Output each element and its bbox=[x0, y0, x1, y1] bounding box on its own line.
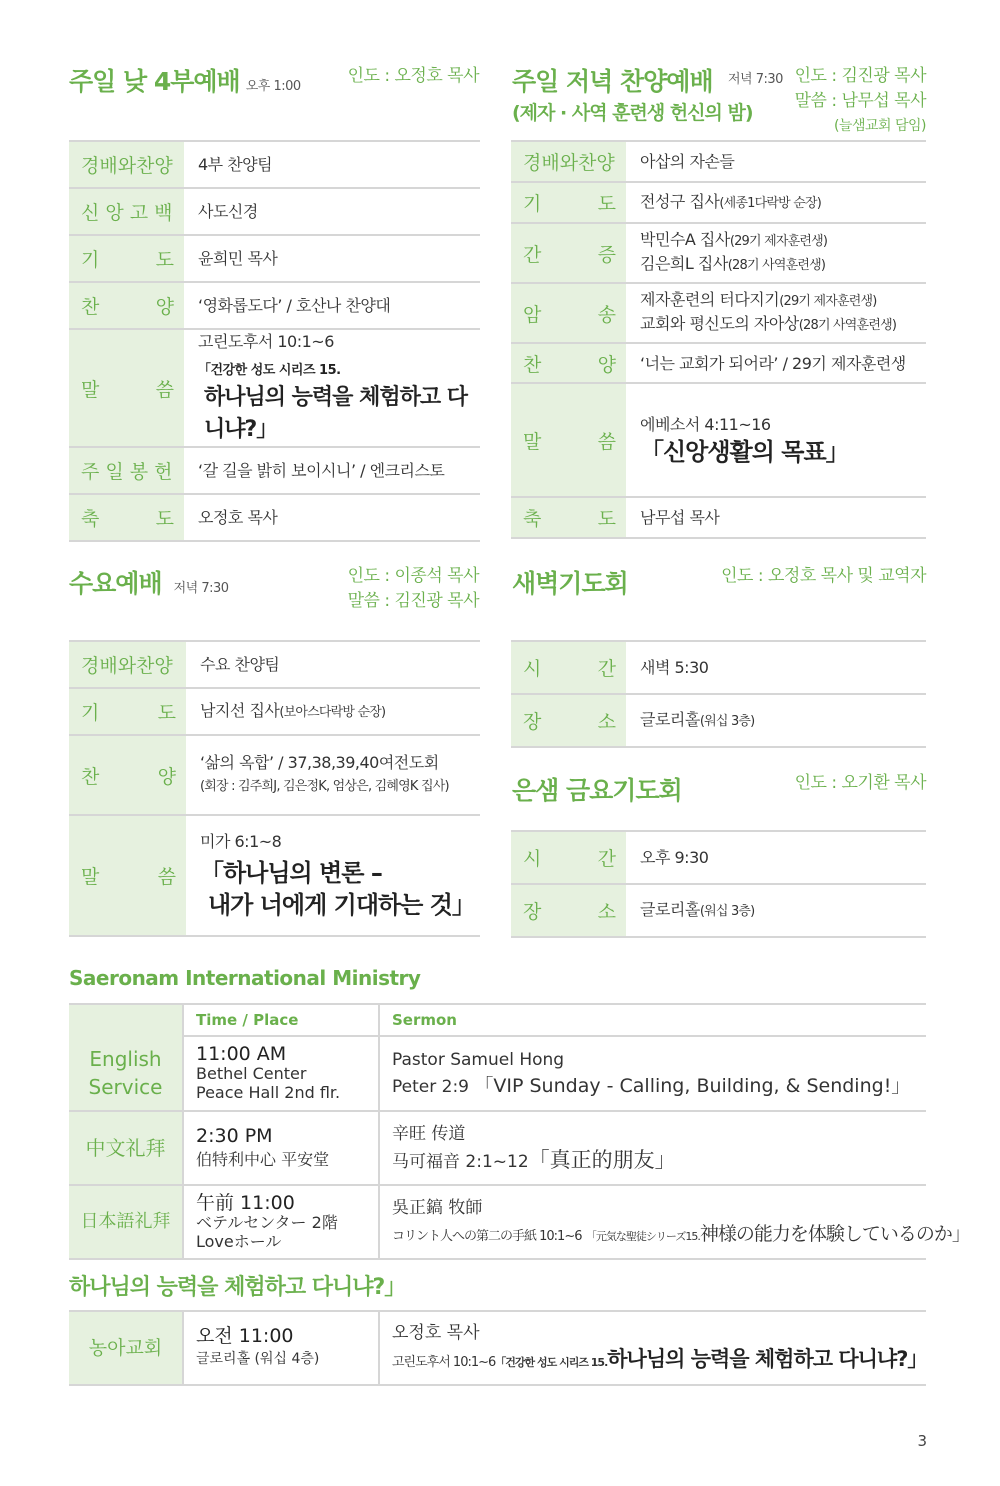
sun4-leader: 인도 : 오정호 목사 bbox=[347, 66, 479, 86]
table-row bbox=[69, 188, 480, 235]
row-value: 4부 찬양팀 bbox=[184, 141, 480, 188]
preacher: 辛旺 传道 bbox=[392, 1124, 466, 1144]
table-row bbox=[69, 141, 480, 188]
scripture-ref: 에베소서 4:11~16 bbox=[640, 414, 771, 434]
friday-leader: 인도 : 오기환 목사 bbox=[794, 773, 926, 793]
suneve-preacher: 말씀 : 남무섭 목사 bbox=[794, 91, 926, 111]
row-label: 증 bbox=[597, 243, 616, 266]
sermon-title: 「신앙생활의 목표」 bbox=[640, 437, 849, 466]
row-note: (28기 사역훈련생) bbox=[798, 318, 897, 333]
table-row bbox=[69, 235, 480, 282]
table-row bbox=[511, 831, 926, 884]
row-value: ‘영화롭도다’ / 호산나 찬양대 bbox=[184, 282, 480, 329]
row-value: 사도신경 bbox=[184, 188, 480, 235]
service-place: ベテルセンター 2階 bbox=[196, 1212, 338, 1232]
row-label: 찬 bbox=[81, 765, 100, 788]
service-time: 午前 11:00 bbox=[196, 1191, 295, 1214]
row-value: 글로리홀 bbox=[640, 710, 700, 729]
row-value: ‘너는 교회가 되어라’ / 29기 제자훈련생 bbox=[626, 343, 926, 383]
suneve-title: 주일 저녁 찬양예배 bbox=[512, 67, 713, 96]
row-label: 축 bbox=[81, 508, 100, 530]
suneve-leader: 인도 : 김진광 목사 bbox=[794, 66, 926, 86]
row-label: 도 bbox=[597, 193, 616, 215]
row-label: 농아교회 bbox=[69, 1311, 183, 1385]
wed-preacher: 말씀 : 김진광 목사 bbox=[347, 591, 479, 611]
row-label: 장 bbox=[523, 901, 542, 923]
service-time: 오전 11:00 bbox=[196, 1325, 294, 1347]
wed-table bbox=[69, 640, 480, 937]
row-label: English bbox=[89, 1047, 162, 1071]
row-label: 간 bbox=[523, 243, 542, 266]
service-place: 伯特利中心 平安堂 bbox=[196, 1150, 330, 1169]
dawn-title: 새벽기도회 bbox=[512, 569, 628, 598]
row-label: 日本語礼拜 bbox=[69, 1185, 183, 1259]
row-label: 도 bbox=[157, 702, 176, 724]
sun4-title: 주일 낮 4부예배 bbox=[69, 67, 240, 96]
row-label: Service bbox=[88, 1075, 163, 1099]
sun4-time: 오후 1:00 bbox=[245, 79, 301, 94]
row-label: 소 bbox=[597, 901, 616, 923]
table-row bbox=[69, 735, 480, 815]
row-label: 찬 bbox=[81, 296, 100, 318]
suneve-church: (늘샘교회 담임) bbox=[833, 118, 926, 134]
row-note: (회장 : 김주희J, 김은정K, 엄상은, 김혜영K 집사) bbox=[200, 779, 449, 794]
table-row bbox=[511, 283, 926, 343]
table-row bbox=[69, 1111, 926, 1185]
wed-leader: 인도 : 이종석 목사 bbox=[347, 566, 479, 586]
sermon-title: 「하나님의 변론 – bbox=[200, 859, 382, 887]
row-label: 시 bbox=[523, 658, 542, 680]
row-label: 기 bbox=[81, 702, 100, 724]
friday-table bbox=[511, 830, 926, 938]
row-label: 신 앙 고 백 bbox=[69, 188, 184, 235]
row-label: 기 bbox=[523, 193, 542, 215]
row-label: 말 bbox=[523, 430, 542, 453]
suneve-time: 저녁 7:30 bbox=[728, 72, 783, 87]
row-label: 씀 bbox=[157, 866, 176, 888]
row-value: 오정호 목사 bbox=[184, 494, 480, 541]
service-time: 11:00 AM bbox=[196, 1043, 287, 1065]
sermon-title: 「真正的朋友」 bbox=[528, 1148, 676, 1172]
table-row bbox=[69, 447, 480, 494]
table-row bbox=[69, 282, 480, 329]
row-value: 윤희민 목사 bbox=[184, 235, 480, 282]
row-note: (29기 제자훈련생) bbox=[729, 234, 828, 249]
row-note: (워십 3층) bbox=[699, 904, 755, 919]
sermon-series: 「건강한 성도 시리즈 15. bbox=[198, 363, 341, 378]
sun4-header bbox=[69, 62, 479, 122]
wed-header bbox=[69, 564, 479, 624]
sermon-series: 「元気な聖徒シリーズ15. bbox=[585, 1229, 700, 1243]
row-label: 도 bbox=[155, 249, 174, 271]
sermon-title: 神様の能力を体験しているのか」 bbox=[699, 1222, 970, 1245]
sun4-table bbox=[69, 140, 480, 542]
row-note: (보아스다락방 순장) bbox=[279, 705, 386, 720]
dawn-header bbox=[512, 564, 926, 604]
row-value: 글로리홀 bbox=[640, 900, 700, 919]
suneve-table bbox=[511, 140, 926, 539]
table-row bbox=[69, 1036, 926, 1111]
preacher: 吳正鎬 牧師 bbox=[392, 1197, 483, 1218]
scripture-ref: コリント人への第二の手紙 10:1~6 bbox=[392, 1228, 582, 1244]
row-value: 아삽의 자손들 bbox=[626, 141, 926, 182]
preacher: 오정호 목사 bbox=[392, 1323, 480, 1343]
table-row bbox=[69, 815, 480, 936]
service-place: 글로리홀 (워십 4층) bbox=[196, 1351, 320, 1367]
table-row bbox=[69, 641, 480, 688]
row-label: 도 bbox=[155, 508, 174, 530]
row-label: 中文礼拜 bbox=[69, 1111, 183, 1185]
row-value: 전성구 집사 bbox=[640, 192, 720, 211]
table-row bbox=[69, 688, 480, 735]
row-label: 송 bbox=[597, 303, 616, 326]
row-label: 경배와찬양 bbox=[69, 641, 186, 688]
row-label: 찬 bbox=[523, 353, 542, 376]
wed-title: 수요예배 bbox=[69, 569, 162, 598]
table-row bbox=[511, 383, 926, 497]
dawn-table bbox=[511, 640, 926, 748]
scripture-ref: 고린도후서 10:1~6 bbox=[198, 332, 334, 351]
row-label: 경배와찬양 bbox=[511, 141, 626, 182]
table-row bbox=[511, 497, 926, 538]
table-row bbox=[511, 182, 926, 223]
row-label: 경배와찬양 bbox=[69, 141, 184, 188]
row-label: 말 bbox=[81, 866, 100, 888]
table-row bbox=[511, 884, 926, 937]
row-label: 축 bbox=[523, 508, 542, 530]
dawn-leader: 인도 : 오정호 목사 및 교역자 bbox=[721, 566, 926, 586]
wed-time: 저녁 7:30 bbox=[173, 581, 229, 596]
friday-header bbox=[512, 771, 926, 811]
deaf-table bbox=[69, 1310, 926, 1386]
sermon-title: 하나님의 능력을 체험하고 다니냐?」 bbox=[204, 385, 468, 442]
row-value: 남지선 집사 bbox=[200, 701, 280, 720]
sermon-title: 「VIP Sunday - Calling, Building, & Sending!」 bbox=[474, 1075, 911, 1097]
table-row bbox=[511, 223, 926, 283]
row-note: (워십 3층) bbox=[699, 714, 755, 729]
row-label: 간 bbox=[597, 658, 616, 680]
sermon-title: 내가 너에게 기대하는 것」 bbox=[208, 891, 475, 919]
table-row bbox=[69, 1004, 926, 1036]
row-value: 제자훈련의 터다지기 bbox=[640, 290, 780, 309]
row-value: ‘갈 길을 밝히 보이시니’ / 엔크리스토 bbox=[184, 447, 480, 494]
row-label: 씀 bbox=[155, 378, 174, 401]
row-value: 박민수A 집사 bbox=[640, 230, 730, 249]
table-row bbox=[69, 494, 480, 541]
row-label: 소 bbox=[597, 711, 616, 733]
service-place: Bethel Center bbox=[196, 1064, 307, 1083]
intl-table bbox=[69, 1003, 970, 1260]
row-value: 오후 9:30 bbox=[626, 831, 926, 884]
sermon-title: 하나님의 능력을 체험하고 다니냐?」 bbox=[607, 1347, 928, 1371]
sermon-series: 「건강한 성도 시리즈 15. bbox=[495, 1356, 608, 1369]
row-label: 시 bbox=[523, 848, 542, 870]
row-value: 수요 찬양팀 bbox=[186, 641, 480, 688]
row-label: 양 bbox=[155, 296, 174, 318]
row-value: ‘삶의 옥합’ / 37,38,39,40여전도회 bbox=[200, 753, 439, 772]
row-label: 양 bbox=[157, 765, 176, 788]
intl-title: Saeronam International Ministry bbox=[69, 966, 421, 990]
col-header-sermon: Sermon bbox=[392, 1011, 457, 1029]
row-label: 씀 bbox=[597, 430, 616, 453]
row-value: 교회와 평신도의 자아상 bbox=[640, 314, 799, 333]
table-row bbox=[69, 1185, 926, 1259]
service-place: Peace Hall 2nd flr. bbox=[196, 1083, 341, 1102]
row-label: 암 bbox=[523, 303, 542, 326]
table-row bbox=[511, 694, 926, 747]
service-time: 2:30 PM bbox=[196, 1125, 273, 1147]
row-note: (28기 사역훈련생) bbox=[727, 258, 826, 273]
table-row bbox=[511, 343, 926, 383]
col-header-time: Time / Place bbox=[196, 1011, 299, 1029]
service-place: Loveホール bbox=[196, 1231, 282, 1251]
row-value: 김은희L 집사 bbox=[640, 254, 728, 273]
row-note: (세종1다락방 순장) bbox=[719, 196, 822, 211]
row-label: 양 bbox=[597, 353, 616, 376]
row-value: 남무섭 목사 bbox=[626, 497, 926, 538]
preacher: Pastor Samuel Hong bbox=[392, 1050, 565, 1070]
table-row bbox=[69, 1311, 926, 1385]
row-label: 주 일 봉 헌 bbox=[69, 447, 184, 494]
friday-title: 은샘 금요기도회 bbox=[512, 776, 682, 805]
row-label: 간 bbox=[597, 848, 616, 870]
page-number: 3 bbox=[917, 1432, 927, 1450]
row-label: 기 bbox=[81, 249, 100, 271]
table-row bbox=[511, 641, 926, 694]
scripture-ref: 고린도후서 10:1~6 bbox=[392, 1355, 496, 1370]
table-row bbox=[69, 329, 480, 447]
row-label: 도 bbox=[597, 508, 616, 530]
row-note: (29기 제자훈련생) bbox=[779, 294, 877, 309]
row-label: 말 bbox=[81, 378, 100, 401]
scripture-ref: 미가 6:1~8 bbox=[200, 832, 282, 851]
table-row bbox=[511, 141, 926, 182]
row-value: 새벽 5:30 bbox=[626, 641, 926, 694]
scripture-ref: 马可福音 2:1~12 bbox=[392, 1152, 529, 1172]
suneve-header bbox=[512, 62, 926, 140]
deaf-title: 하나님의 능력을 체험하고 다니냐?」 bbox=[69, 1275, 406, 1300]
suneve-subtitle: (제자 · 사역 훈련생 헌신의 밤) bbox=[512, 102, 753, 124]
scripture-ref: Peter 2:9 bbox=[392, 1077, 469, 1097]
row-label: 장 bbox=[523, 711, 542, 733]
